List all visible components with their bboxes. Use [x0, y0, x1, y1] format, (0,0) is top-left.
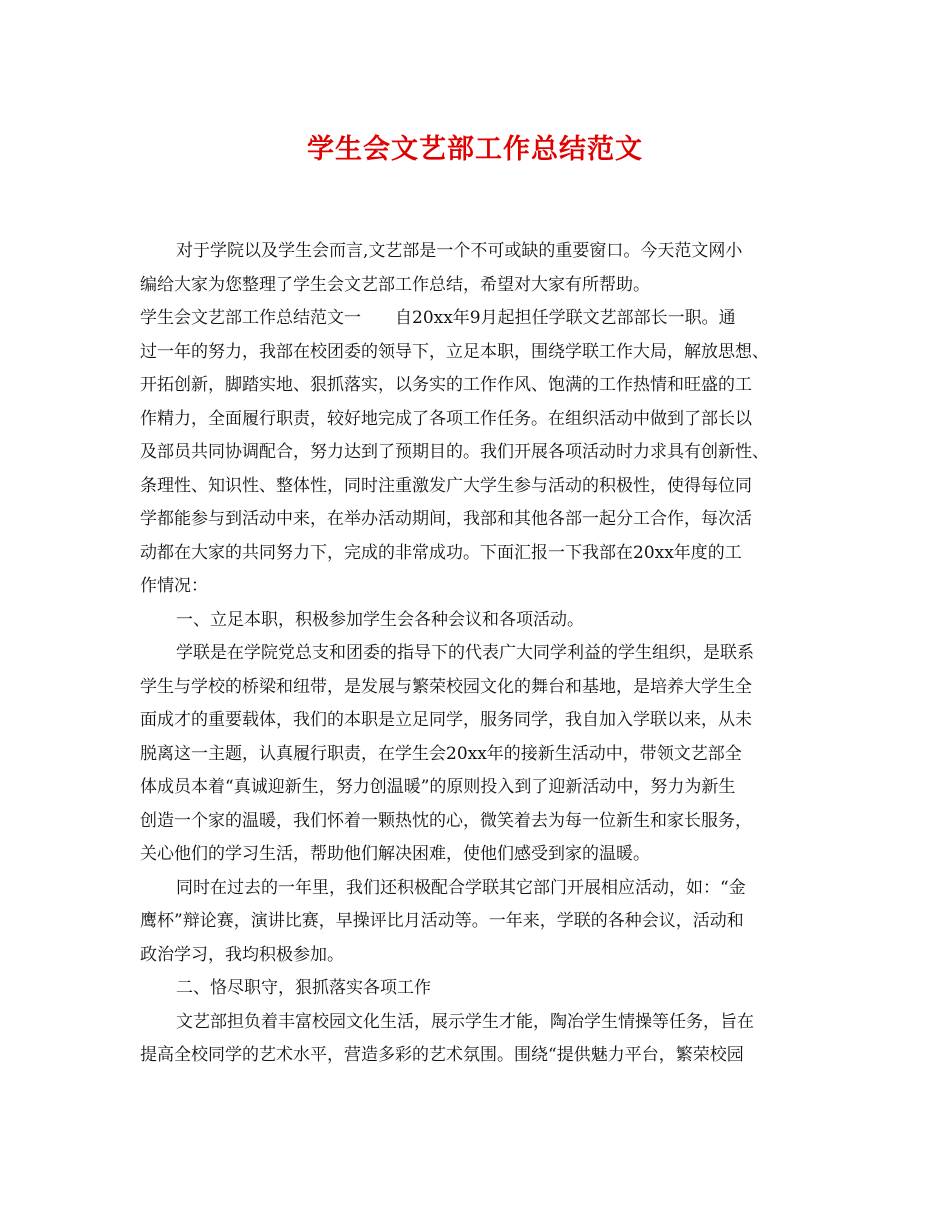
body-line: 体成员本着“真诚迎新生，努力创温暖”的原则投入到了迎新活动中，努力为新生 — [140, 777, 736, 797]
body-line: 政治学习，我均积极参加。 — [140, 944, 344, 965]
body-line: 编给大家为您整理了学生会文艺部工作总结，希望对大家有所帮助。 — [140, 274, 650, 295]
body-line: 动都在大家的共同努力下，完成的非常成功。下面汇报一下我部在20xx年度的工 — [140, 542, 742, 563]
body-line: 提高全校同学的艺术水平，营造多彩的艺术氛围。围绕“提供魅力平台，繁荣校园 — [140, 1045, 744, 1065]
body-line: 学联是在学院党总支和团委的指导下的代表广大同学利益的学生组织，是联系 — [176, 643, 754, 663]
document-body — [140, 235, 816, 1073]
body-line: 开拓创新，脚踏实地、狠抓落实，以务实的工作作风、饱满的工作热情和旺盛的工 — [140, 375, 752, 395]
body-line: 作情况： — [140, 576, 208, 596]
body-line: 关心他们的学习生活，帮助他们解决困难，使他们感受到家的温暖。 — [140, 844, 650, 864]
body-line: 创造一个家的温暖，我们怀着一颗热忱的心，微笑着去为每一位新生和家长服务， — [140, 810, 752, 831]
body-line: 学生与学校的桥梁和纽带，是发展与繁荣校园文化的舞台和基地，是培养大学生全 — [140, 676, 752, 697]
section-heading: 二、恪尽职守，狠抓落实各项工作 — [176, 978, 431, 998]
body-line: 面成才的重要载体，我们的本职是立足同学，服务同学，我自加入学联以来，从未 — [140, 710, 752, 730]
body-line: 学都能参与到活动中来，在举办活动期间，我部和其他各部一起分工合作，每次活 — [140, 509, 752, 529]
document-title: 学生会文艺部工作总结范文 — [307, 134, 643, 165]
body-line: 过一年的努力，我部在校团委的领导下，立足本职，围绕学联工作大局，解放思想、 — [140, 341, 769, 362]
body-line: 学生会文艺部工作总结范文一 自20xx年9月起担任学联文艺部部长一职。通 — [140, 308, 736, 328]
body-line: 鹰杯”辩论赛，演讲比赛，早操评比月活动等。一年来，学联的各种会议，活动和 — [140, 911, 744, 931]
body-line: 脱离这一主题，认真履行职责，在学生会20xx年的接新生活动中，带领文艺部全 — [140, 743, 742, 764]
body-line: 作精力，全面履行职责，较好地完成了各项工作任务。在组织活动中做到了部长以 — [140, 408, 752, 429]
body-line: 对于学院以及学生会而言,文艺部是一个不可或缺的重要窗口。今天范文网小 — [176, 241, 743, 261]
body-line: 及部员共同协调配合，努力达到了预期目的。我们开展各项活动时力求具有创新性、 — [140, 442, 769, 462]
section-heading: 一、立足本职，积极参加学生会各种会议和各项活动。 — [176, 609, 584, 630]
body-line: 条理性、知识性、整体性，同时注重激发广大学生参与活动的积极性，使得每位同 — [140, 475, 752, 496]
body-line: 同时在过去的一年里，我们还积极配合学联其它部门开展相应活动，如：“金 — [176, 877, 746, 898]
body-line: 文艺部担负着丰富校园文化生活，展示学生才能，陶冶学生情操等任务，旨在 — [176, 1011, 754, 1032]
